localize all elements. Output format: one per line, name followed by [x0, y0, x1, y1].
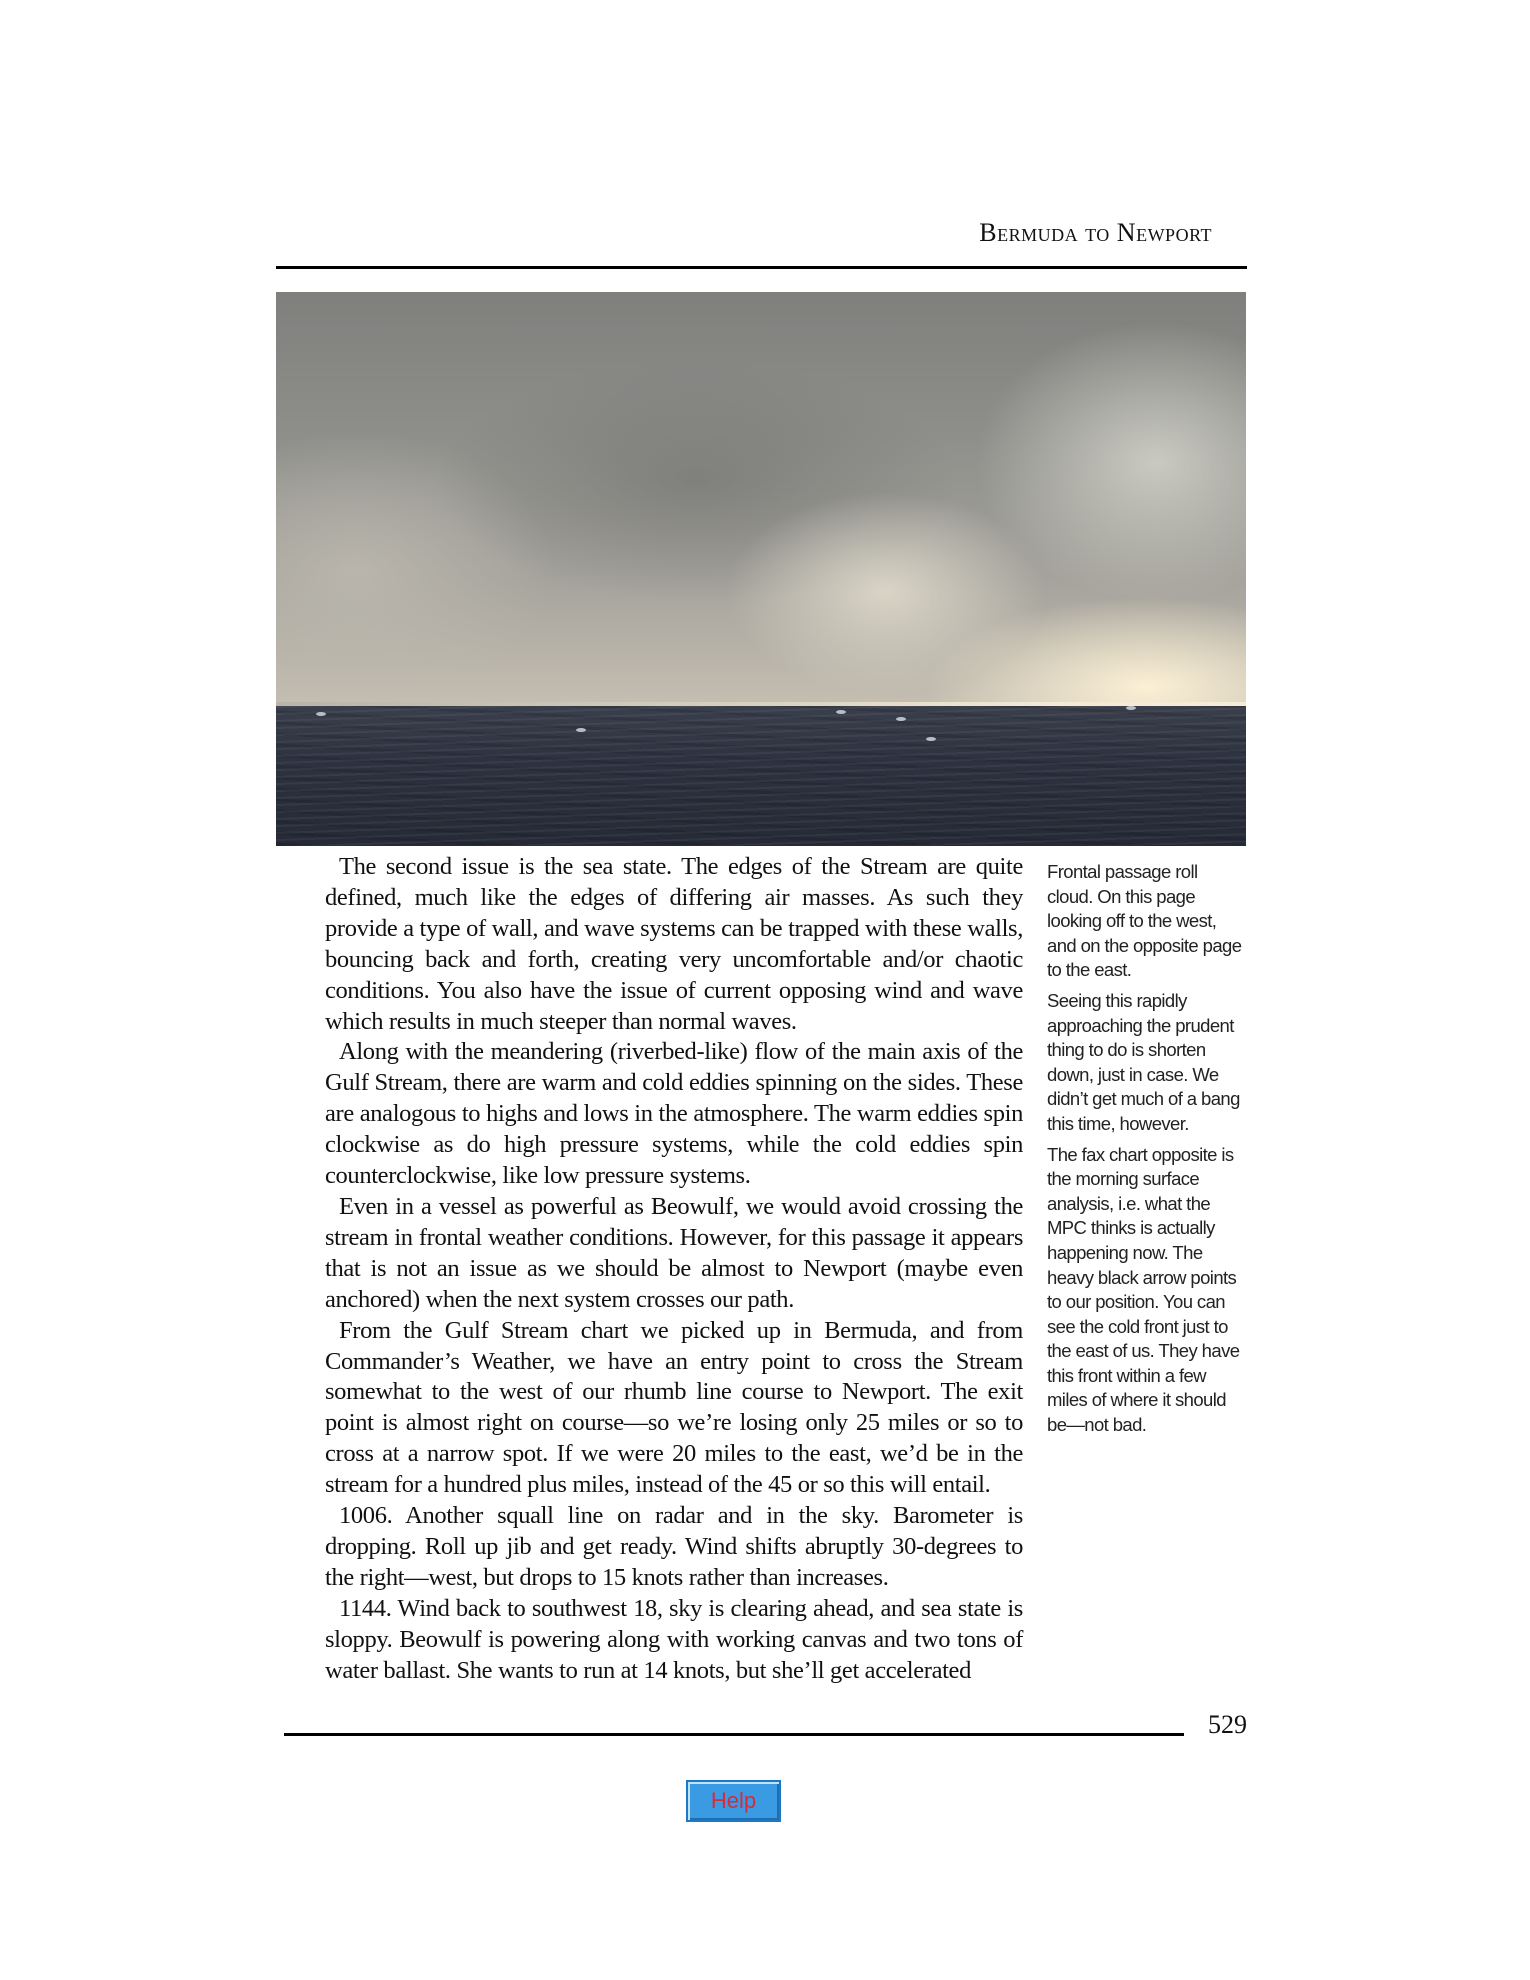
- body-paragraph: 1144. Wind back to southwest 18, sky is clearing ahead, and sea state is sloppy. Beowulf is powering along with working canvas and two tons of water ballast. She wants to run at 14 knots, but she’ll get accelerated: [325, 1594, 1023, 1684]
- page-number: 529: [1208, 1710, 1247, 1739]
- whitecap: [1126, 706, 1136, 710]
- help-button[interactable]: Help: [686, 1780, 781, 1822]
- sidebar-captions: [1047, 860, 1247, 1444]
- caption-paragraph: Seeing this rapidly approaching the prudent thing to do is shorten down, just in case. We didn’t get much of a bang this time, however.: [1047, 989, 1240, 1134]
- storm-cloud-photo: [276, 292, 1246, 846]
- whitecap: [896, 717, 906, 721]
- body-text: [325, 852, 1023, 1686]
- footer-rule: [284, 1733, 1184, 1736]
- caption-paragraph: Frontal passage roll cloud. On this page looking off to the west, and on the opposite page to the east.: [1047, 861, 1242, 981]
- whitecap: [836, 710, 846, 714]
- whitecap: [316, 712, 326, 716]
- body-paragraph: Along with the meandering (riverbed-like) flow of the main axis of the Gulf Stream, there are warm and cold eddies spinning on the sides. These are analogous to highs and lows in the atmosphere. The warm eddies spin clockwise as do high pressure systems, while the cold eddies spin counterclockwise, like low pressure systems.: [325, 1038, 1023, 1190]
- whitecap: [576, 728, 586, 732]
- body-paragraph: 1006. Another squall line on radar and in the sky. Barometer is dropping. Roll up jib and get ready. Wind shifts abruptly 30-degrees to the right—west, but drops to 15 knots rather than increases.: [325, 1502, 1023, 1591]
- whitecap: [926, 737, 936, 741]
- body-paragraph: From the Gulf Stream chart we picked up in Bermuda, and from Commander’s Weather, we have an entry point to cross the Stream somewhat to the west of our rhumb line course to Newport. The exit point is almost right on course—so we’re losing only 25 miles or so to cross at a narrow spot. If we were 20 miles to the east, we’d be in the stream for a hundred plus miles, instead of the 45 or so this will entail.: [325, 1316, 1023, 1499]
- caption-paragraph: The fax chart opposite is the morning surface analysis, i.e. what the MPC thinks is actually happening now. The heavy black arrow points to our position. You can see the cold front just to the east of us. They have this front within a few miles of where it should be—not bad.: [1047, 1143, 1240, 1436]
- photo-sea: [276, 706, 1246, 846]
- header-rule: [276, 266, 1247, 269]
- body-paragraph: Even in a vessel as powerful as Beowulf, we would avoid crossing the stream in frontal weather conditions. However, for this passage it appears that is not an issue as we should be almost to Newport (maybe even anchored) when the next system crosses our path.: [325, 1192, 1023, 1313]
- running-head: Bermuda to Newport: [979, 218, 1212, 247]
- body-paragraph: The second issue is the sea state. The edges of the Stream are quite defined, much like the edges of differing air masses. As such they provide a type of wall, and wave systems can be trapped with these walls, bouncing back and forth, creating very uncomfortable and/or chaotic conditions. You also have the issue of current opposing wind and wave which results in much steeper than normal waves.: [325, 853, 1023, 1035]
- photo-sky: [276, 292, 1246, 706]
